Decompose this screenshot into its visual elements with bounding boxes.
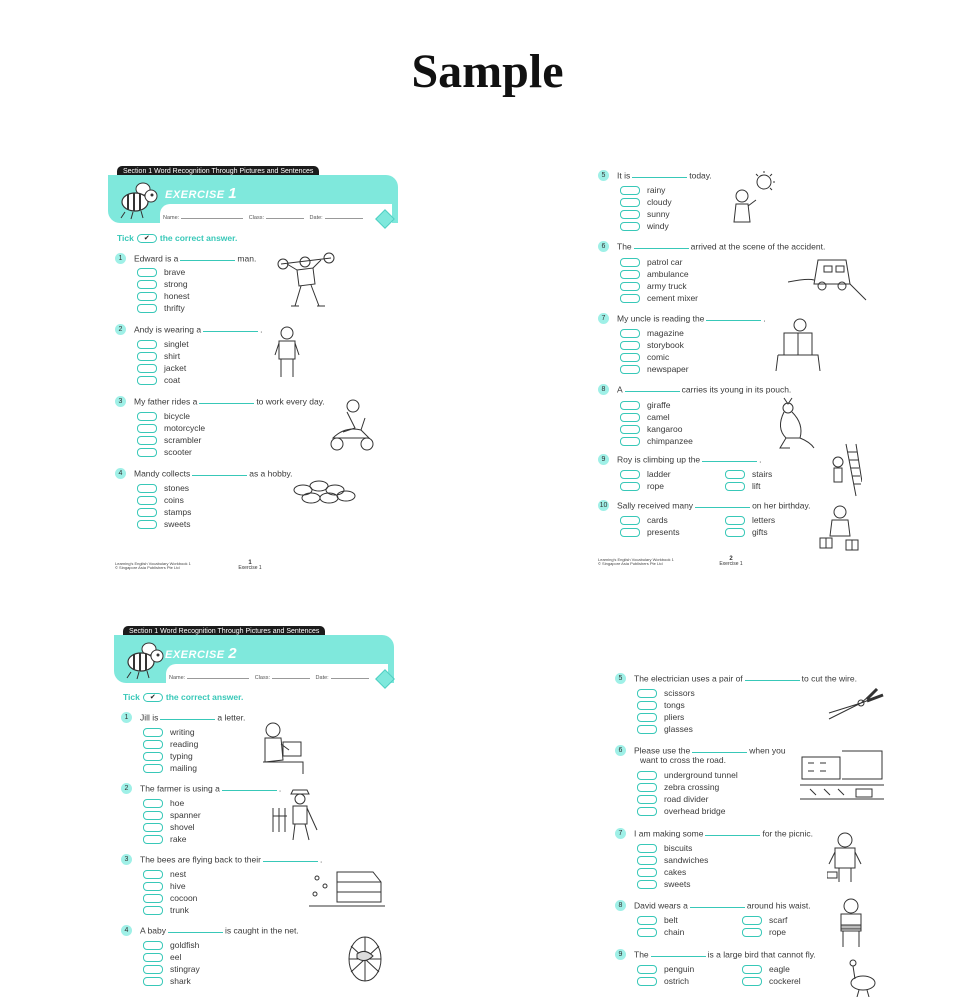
checkbox [143, 941, 163, 950]
checkbox [637, 880, 657, 889]
option[interactable]: scarf [742, 914, 822, 926]
option[interactable]: stingray [143, 963, 200, 975]
checkbox [620, 270, 640, 279]
checkbox [143, 799, 163, 808]
option[interactable]: ostrich [637, 975, 742, 987]
option[interactable]: coins [137, 494, 191, 506]
checkbox [137, 520, 157, 529]
option[interactable]: letters [725, 514, 805, 526]
instruction: Tick ✔ the correct answer. [123, 692, 244, 702]
checkbox [742, 977, 762, 986]
question-1: 1 Jill is a letter. [121, 712, 245, 723]
option[interactable]: shark [143, 975, 200, 987]
option[interactable]: patrol car [620, 256, 698, 268]
checkbox [137, 268, 157, 277]
checkbox [637, 844, 657, 853]
checkbox [137, 424, 157, 433]
checkbox [143, 764, 163, 773]
farmer-illustration-icon [271, 786, 321, 842]
options-4 [143, 939, 200, 987]
checkbox [637, 965, 657, 974]
question-6: 6 The arrived at the scene of the accident. [598, 241, 825, 252]
checkbox [637, 795, 657, 804]
option[interactable]: cloudy [620, 196, 672, 208]
ambulance-illustration-icon [788, 254, 868, 304]
checkbox [637, 771, 657, 780]
checkbox [620, 401, 640, 410]
checkbox [620, 413, 640, 422]
question-8: 8 A carries its young in its pouch. [598, 384, 791, 395]
options-2 [137, 338, 189, 386]
checkbox [620, 425, 640, 434]
boy-illustration-icon [273, 325, 301, 381]
ostrich-illustration-icon [841, 959, 881, 997]
option[interactable]: jacket [137, 362, 189, 374]
option[interactable]: underground tunnel [637, 769, 738, 781]
option[interactable]: sweets [637, 878, 708, 890]
checkbox [637, 856, 657, 865]
checkbox [143, 953, 163, 962]
checkbox [620, 198, 640, 207]
option[interactable]: nest [143, 868, 197, 880]
page-number: 2 Exercise 1 [719, 556, 743, 567]
option[interactable]: scooter [137, 446, 205, 458]
exercise2-page2 [605, 665, 905, 1000]
option[interactable]: chain [637, 926, 742, 938]
option[interactable]: lift [725, 480, 805, 492]
question-7: 7 I am making some for the picnic. [615, 828, 813, 839]
option[interactable]: glasses [637, 723, 695, 735]
options-2 [143, 797, 201, 845]
question-5: 5 The electrician uses a pair of to cut the wire. [615, 673, 857, 684]
road-scene-illustration-icon [800, 749, 884, 805]
option[interactable]: bicycle [137, 410, 205, 422]
sun-child-illustration-icon [728, 170, 776, 230]
section-tab: Section 1 Word Recognition Through Pictures and Sentences [117, 166, 319, 177]
checkbox [725, 528, 745, 537]
option[interactable]: belt [637, 914, 742, 926]
option[interactable]: ladder [620, 468, 725, 480]
beehive-illustration-icon [307, 864, 387, 910]
exercise1-page1 [105, 160, 405, 580]
kangaroo-illustration-icon [770, 394, 816, 452]
options-8 [637, 914, 822, 938]
option[interactable]: typing [143, 750, 198, 762]
options-9 [620, 468, 805, 492]
option[interactable]: cakes [637, 866, 708, 878]
checkbox [637, 689, 657, 698]
checkbox [620, 222, 640, 231]
checkbox [143, 977, 163, 986]
checkbox [143, 740, 163, 749]
checkbox [143, 811, 163, 820]
checkbox [137, 412, 157, 421]
tick-icon: ✔ [137, 234, 157, 243]
exercise-title: EXERCISE 1 [165, 185, 238, 202]
option[interactable]: road divider [637, 793, 738, 805]
options-3 [143, 868, 197, 916]
page-number: 1 Exercise 1 [238, 560, 262, 571]
name-class-date: Name: Class: Date: [163, 216, 367, 222]
option[interactable]: cocoon [143, 892, 197, 904]
option[interactable]: camel [620, 411, 693, 423]
checkbox [620, 294, 640, 303]
option[interactable]: gifts [725, 526, 805, 538]
checkbox [137, 436, 157, 445]
checkbox [620, 365, 640, 374]
option[interactable]: penguin [637, 963, 742, 975]
checkbox [143, 823, 163, 832]
checkbox [143, 728, 163, 737]
section-tab: Section 1 Word Recognition Through Pictures and Sentences [123, 626, 325, 637]
option[interactable]: writing [143, 726, 198, 738]
option[interactable]: motorcycle [137, 422, 205, 434]
checkbox [620, 528, 640, 537]
footer-copyright: Learning's English Vocabulary Workbook 1 © Singapore Asia Publishers Pte Ltd [115, 561, 191, 570]
options-1 [143, 726, 198, 774]
checkbox [620, 329, 640, 338]
checkbox [137, 448, 157, 457]
ladder-illustration-icon [826, 442, 862, 498]
checkbox [637, 928, 657, 937]
checkbox [137, 340, 157, 349]
checkbox [143, 870, 163, 879]
man-reading-illustration-icon [770, 315, 826, 375]
girl-gifts-illustration-icon [816, 502, 862, 554]
option[interactable]: rope [742, 926, 822, 938]
bee-mascot-icon [115, 180, 159, 220]
question-2: 2 Andy is wearing a . [115, 324, 262, 335]
bee-mascot-icon [121, 640, 165, 680]
option[interactable]: thrifty [137, 302, 190, 314]
exercise1-page2 [588, 160, 888, 580]
checkbox [620, 341, 640, 350]
option[interactable]: chimpanzee [620, 435, 693, 447]
question-6: 6 Please use the when you [615, 745, 786, 756]
option[interactable]: singlet [137, 338, 189, 350]
option[interactable]: spanner [143, 809, 201, 821]
options-4 [137, 482, 191, 530]
option[interactable]: overhead bridge [637, 805, 738, 817]
option[interactable]: coat [137, 374, 189, 386]
option[interactable]: pliers [637, 711, 695, 723]
options-7 [637, 842, 708, 890]
option[interactable]: biscuits [637, 842, 708, 854]
option[interactable]: stones [137, 482, 191, 494]
checkbox [725, 482, 745, 491]
question-2: 2 The farmer is using a . [121, 783, 281, 794]
checkbox [620, 258, 640, 267]
options-6 [620, 256, 698, 304]
checkbox [620, 210, 640, 219]
question-6-line2: want to cross the road. [640, 755, 726, 765]
option[interactable]: presents [620, 526, 725, 538]
option[interactable]: cockerel [742, 975, 822, 987]
checkbox [620, 186, 640, 195]
options-3 [137, 410, 205, 458]
checkbox [637, 701, 657, 710]
name-class-date: Name: Class: Date: [169, 676, 373, 682]
option[interactable]: strong [137, 278, 190, 290]
option[interactable]: eagle [742, 963, 822, 975]
question-5: 5 It is today. [598, 170, 712, 181]
checkbox [620, 437, 640, 446]
question-3: 3 The bees are flying back to their . [121, 854, 322, 865]
option[interactable]: rainy [620, 184, 672, 196]
option[interactable]: shovel [143, 821, 201, 833]
boy-belt-illustration-icon [833, 897, 869, 951]
option[interactable]: hoe [143, 797, 201, 809]
checkbox [637, 977, 657, 986]
option[interactable]: scrambler [137, 434, 205, 446]
strongman-illustration-icon [277, 248, 335, 310]
option[interactable]: sandwiches [637, 854, 708, 866]
question-1: 1 Edward is a man. [115, 253, 256, 264]
checkbox [725, 470, 745, 479]
option[interactable]: tongs [637, 699, 695, 711]
question-10: 10 Sally received many on her birthday. [599, 500, 811, 511]
option[interactable]: eel [143, 951, 200, 963]
option[interactable]: stairs [725, 468, 805, 480]
options-1 [137, 266, 190, 314]
checkbox [620, 482, 640, 491]
checkbox [742, 928, 762, 937]
tick-icon: ✔ [143, 693, 163, 702]
checkbox [137, 364, 157, 373]
question-4: 4 A baby is caught in the net. [121, 925, 299, 936]
option[interactable]: storybook [620, 339, 689, 351]
checkbox [137, 292, 157, 301]
options-7 [620, 327, 689, 375]
scooter-illustration-icon [325, 398, 377, 452]
question-3: 3 My father rides a to work every day. [115, 396, 325, 407]
options-9 [637, 963, 822, 987]
checkbox [637, 807, 657, 816]
instruction: Tick ✔ the correct answer. [117, 233, 238, 243]
option[interactable]: zebra crossing [637, 781, 738, 793]
checkbox [143, 894, 163, 903]
option[interactable]: sunny [620, 208, 672, 220]
checkbox [143, 835, 163, 844]
option[interactable]: newspaper [620, 363, 689, 375]
boy-cooking-illustration-icon [827, 830, 863, 886]
page-title: Sample [411, 45, 564, 98]
option[interactable]: stamps [137, 506, 191, 518]
option[interactable]: shirt [137, 350, 189, 362]
fish-in-net-illustration-icon [343, 934, 387, 984]
footer-copyright: Learning's English Vocabulary Workbook 1 © Singapore Asia Publishers Pte Ltd [598, 557, 674, 566]
option[interactable]: ambulance [620, 268, 698, 280]
checkbox [637, 783, 657, 792]
coins-illustration-icon [291, 478, 357, 506]
checkbox [742, 965, 762, 974]
question-7: 7 My uncle is reading the . [598, 313, 766, 324]
options-5 [620, 184, 672, 232]
option[interactable]: magazine [620, 327, 689, 339]
checkbox [137, 304, 157, 313]
options-6 [637, 769, 738, 817]
checkbox [620, 353, 640, 362]
option[interactable]: army truck [620, 280, 698, 292]
options-10 [620, 514, 805, 538]
options-5 [637, 687, 695, 735]
checkbox [137, 508, 157, 517]
checkbox [637, 916, 657, 925]
checkbox [620, 282, 640, 291]
pliers-illustration-icon [827, 687, 885, 723]
option[interactable]: comic [620, 351, 689, 363]
option[interactable]: trunk [143, 904, 197, 916]
option[interactable]: windy [620, 220, 672, 232]
question-8: 8 David wears a around his waist. [615, 900, 811, 911]
question-4: 4 Mandy collects as a hobby. [115, 468, 293, 479]
checkbox [637, 868, 657, 877]
option[interactable]: goldfish [143, 939, 200, 951]
exercise2-page1 [111, 620, 411, 1000]
question-9: 9 Roy is climbing up the . [598, 454, 762, 465]
exercise-title: EXERCISE 2 [165, 645, 238, 662]
options-8 [620, 399, 693, 447]
option[interactable]: reading [143, 738, 198, 750]
checkbox [620, 516, 640, 525]
checkbox [143, 882, 163, 891]
checkbox [143, 752, 163, 761]
option[interactable]: hive [143, 880, 197, 892]
option[interactable]: mailing [143, 762, 198, 774]
checkbox [137, 376, 157, 385]
checkbox [143, 906, 163, 915]
checkbox [137, 352, 157, 361]
checkbox [143, 965, 163, 974]
option[interactable]: honest [137, 290, 190, 302]
option[interactable]: brave [137, 266, 190, 278]
option[interactable]: cement mixer [620, 292, 698, 304]
checkbox [137, 484, 157, 493]
option[interactable]: cards [620, 514, 725, 526]
checkbox [742, 916, 762, 925]
checkbox [637, 725, 657, 734]
option[interactable]: rope [620, 480, 725, 492]
checkbox [637, 713, 657, 722]
checkbox [137, 496, 157, 505]
option[interactable]: sweets [137, 518, 191, 530]
option[interactable]: rake [143, 833, 201, 845]
question-9: 9 The is a large bird that cannot fly. [615, 949, 816, 960]
girl-writing-illustration-icon [259, 720, 305, 776]
checkbox [620, 470, 640, 479]
option[interactable]: scissors [637, 687, 695, 699]
option[interactable]: kangaroo [620, 423, 693, 435]
checkbox [725, 516, 745, 525]
checkbox [137, 280, 157, 289]
option[interactable]: giraffe [620, 399, 693, 411]
